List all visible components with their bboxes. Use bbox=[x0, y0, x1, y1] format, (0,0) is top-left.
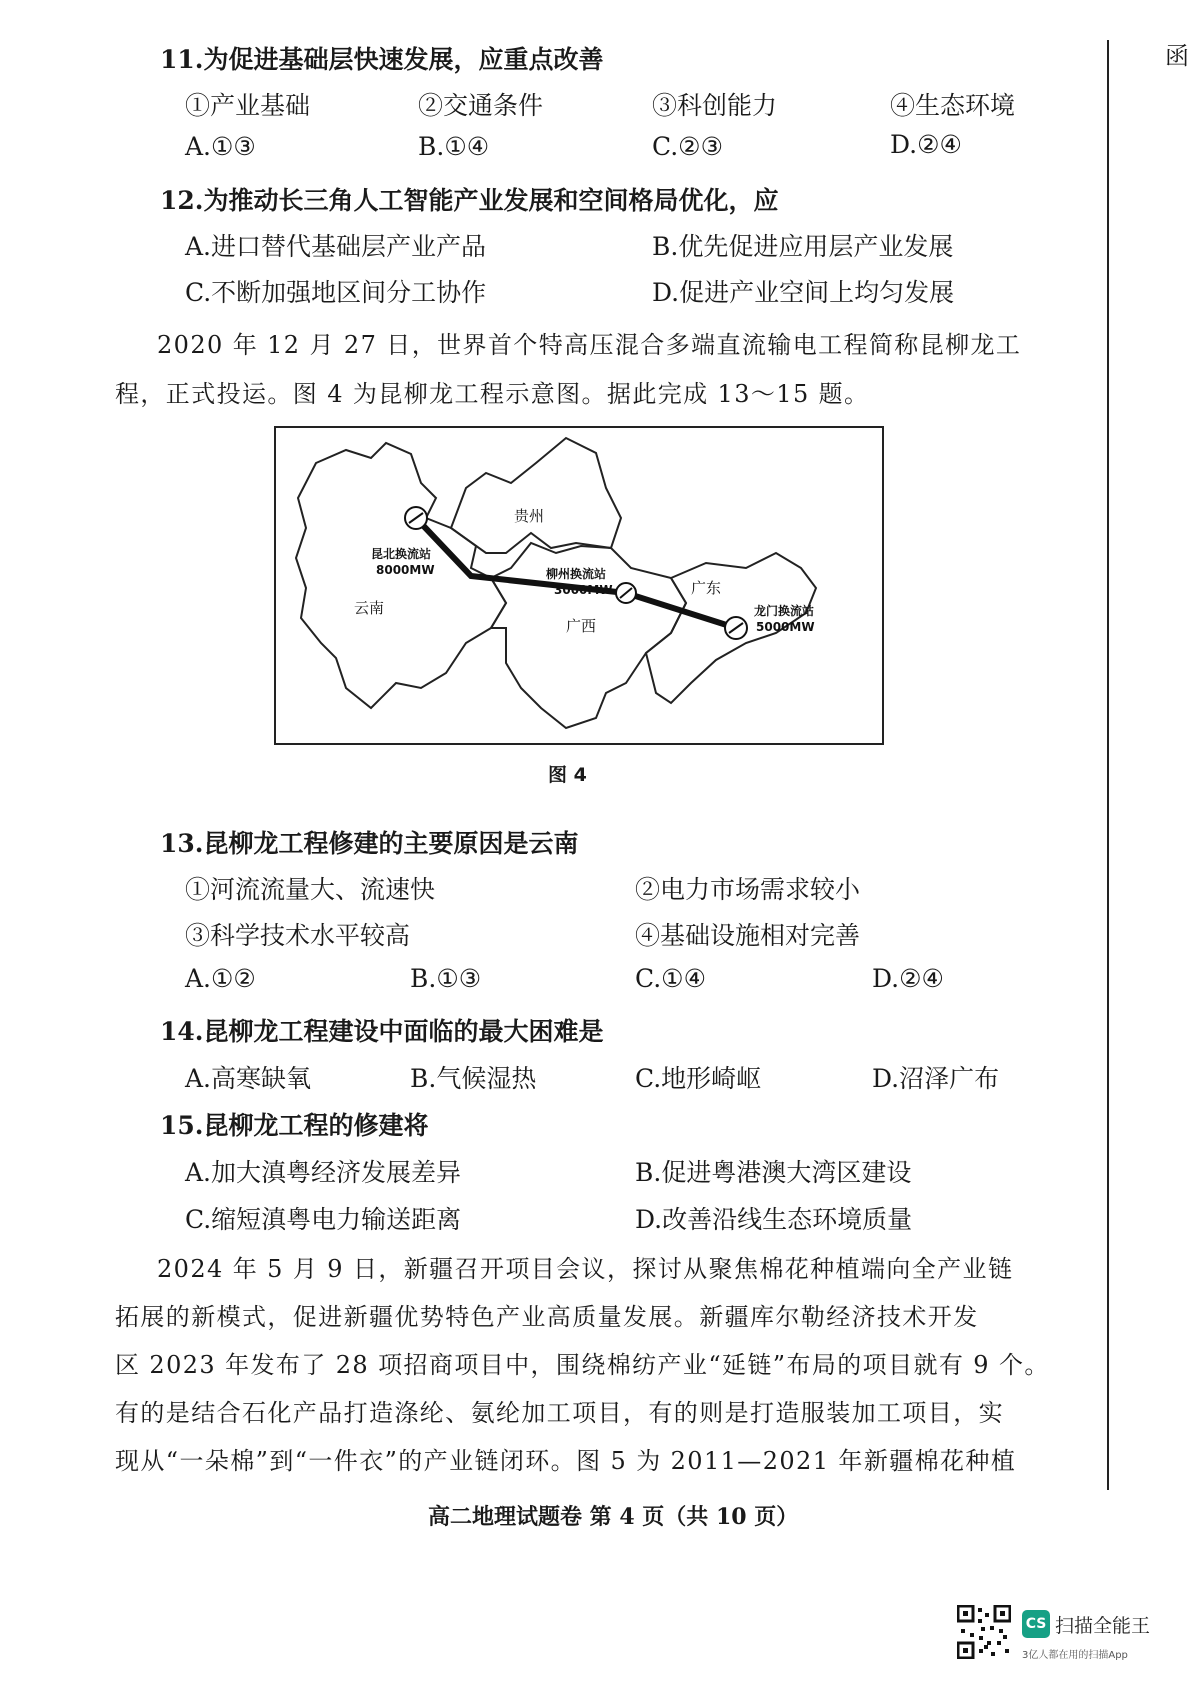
figure-4-caption: 图 4 bbox=[548, 764, 587, 786]
intro-16-line-4: 有的是结合石化产品打造涤纶、氨纶加工项目，有的则是打造服装加工项目，实 bbox=[115, 1399, 1004, 1427]
station-kunbei-name: 昆北换流站 bbox=[371, 547, 432, 561]
q13-stem: 13.昆柳龙工程修建的主要原因是云南 bbox=[160, 829, 579, 858]
province-label-yunnan: 云南 bbox=[354, 599, 385, 617]
guizhou-outline bbox=[451, 438, 621, 553]
station-kunbei-symbol bbox=[405, 507, 427, 529]
station-longmen-capacity: 5000MW bbox=[756, 620, 815, 634]
scanner-tagline: 3亿人都在用的扫描App bbox=[1022, 1650, 1128, 1661]
q14-option-d[interactable]: D.沼泽广布 bbox=[872, 1064, 1000, 1093]
station-kunbei-capacity: 8000MW bbox=[376, 563, 435, 577]
q15-stem: 15.昆柳龙工程的修建将 bbox=[160, 1111, 429, 1140]
station-liuzhou-symbol bbox=[616, 583, 636, 603]
q12-option-b[interactable]: B.优先促进应用层产业发展 bbox=[652, 232, 954, 261]
province-label-guizhou: 贵州 bbox=[514, 507, 545, 525]
q13-item-4: ④基础设施相对完善 bbox=[635, 921, 861, 950]
station-liuzhou-name: 柳州换流站 bbox=[546, 567, 607, 581]
scanner-app-name: 扫描全能王 bbox=[1055, 1615, 1151, 1637]
q13-item-3: ③科学技术水平较高 bbox=[185, 921, 411, 950]
q13-item-2: ②电力市场需求较小 bbox=[635, 875, 861, 904]
q12-option-d[interactable]: D.促进产业空间上均匀发展 bbox=[652, 278, 955, 307]
page-edge-rule bbox=[1107, 40, 1109, 1490]
q12-stem: 12.为推动长三角人工智能产业发展和空间格局优化，应 bbox=[160, 186, 779, 215]
q11-option-a[interactable]: A.①③ bbox=[185, 132, 256, 161]
q12-option-c[interactable]: C.不断加强地区间分工协作 bbox=[185, 278, 487, 307]
qr-code-icon bbox=[957, 1605, 1011, 1659]
q11-stem: 11.为促进基础层快速发展，应重点改善 bbox=[160, 45, 604, 74]
q13-option-a[interactable]: A.①② bbox=[185, 964, 256, 993]
q14-option-c[interactable]: C.地形崎岖 bbox=[635, 1064, 762, 1093]
intro-16-line-3: 区 2023 年发布了 28 项招商项目中，围绕棉纺产业“延链”布局的项目就有 9 个。 bbox=[115, 1351, 1050, 1379]
q14-option-a[interactable]: A.高寒缺氧 bbox=[185, 1064, 312, 1093]
page-footer: 高二地理试题卷 第 4 页（共 10 页） bbox=[428, 1504, 799, 1530]
q11-item-1: ①产业基础 bbox=[185, 91, 311, 120]
province-label-guangxi: 广西 bbox=[566, 617, 597, 635]
q13-option-b[interactable]: B.①③ bbox=[410, 964, 482, 993]
q11-item-3: ③科创能力 bbox=[652, 91, 778, 120]
q15-option-c[interactable]: C.缩短滇粤电力输送距离 bbox=[185, 1205, 462, 1234]
q11-option-d[interactable]: D.②④ bbox=[890, 130, 962, 159]
station-liuzhou-capacity: 3000MW bbox=[554, 583, 613, 597]
q13-item-1: ①河流流量大、流速快 bbox=[185, 875, 436, 904]
scanner-logo-icon: CS bbox=[1022, 1610, 1050, 1638]
intro-16-line-5: 现从“一朵棉”到“一件衣”的产业链闭环。图 5 为 2011—2021 年新疆棉花种植 bbox=[115, 1447, 1017, 1475]
intro-13-15-line-1: 2020 年 12 月 27 日，世界首个特高压混合多端直流输电工程简称昆柳龙工 bbox=[157, 331, 1022, 359]
q15-option-d[interactable]: D.改善沿线生态环境质量 bbox=[635, 1205, 913, 1234]
station-longmen-symbol bbox=[725, 617, 747, 639]
q15-option-a[interactable]: A.加大滇粤经济发展差异 bbox=[185, 1158, 462, 1187]
q11-item-2: ②交通条件 bbox=[418, 91, 544, 120]
q14-stem: 14.昆柳龙工程建设中面临的最大困难是 bbox=[160, 1017, 604, 1046]
intro-16-line-1: 2024 年 5 月 9 日，新疆召开项目会议，探讨从聚焦棉花种植端向全产业链 bbox=[157, 1255, 1014, 1283]
q13-option-c[interactable]: C.①④ bbox=[635, 964, 707, 993]
page-edge-char: 函 bbox=[1165, 42, 1189, 70]
q15-option-b[interactable]: B.促进粤港澳大湾区建设 bbox=[635, 1158, 912, 1187]
q11-option-c[interactable]: C.②③ bbox=[652, 132, 724, 161]
q12-option-a[interactable]: A.进口替代基础层产业产品 bbox=[185, 232, 487, 261]
q14-option-b[interactable]: B.气候湿热 bbox=[410, 1064, 537, 1093]
map-drawing bbox=[276, 428, 882, 743]
province-label-guangdong: 广东 bbox=[691, 579, 722, 597]
q11-option-b[interactable]: B.①④ bbox=[418, 132, 490, 161]
q11-item-4: ④生态环境 bbox=[890, 91, 1016, 120]
intro-16-line-2: 拓展的新模式，促进新疆优势特色产业高质量发展。新疆库尔勒经济技术开发 bbox=[115, 1303, 979, 1331]
figure-4-map bbox=[274, 426, 884, 745]
intro-13-15-line-2: 程，正式投运。图 4 为昆柳龙工程示意图。据此完成 13～15 题。 bbox=[115, 380, 870, 408]
station-longmen-name: 龙门换流站 bbox=[754, 604, 815, 618]
q13-option-d[interactable]: D.②④ bbox=[872, 964, 944, 993]
